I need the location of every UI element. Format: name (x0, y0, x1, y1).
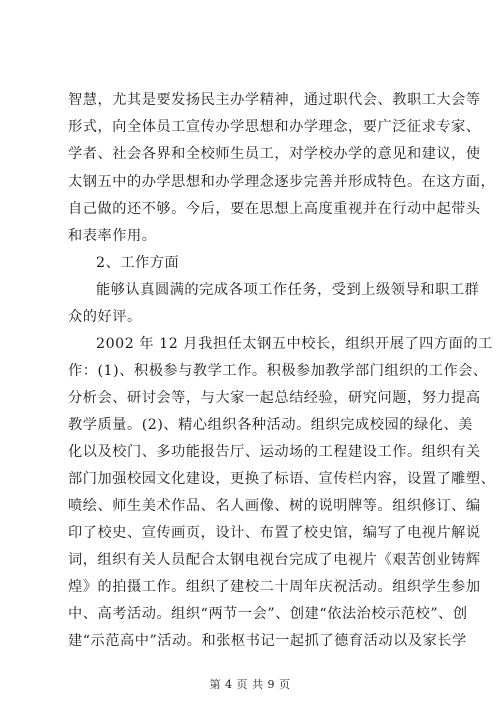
body-line: 能够认真圆满的完成各项工作任务，受到上级领导和职工群 (96, 282, 480, 298)
page-footer: 第 4 页 共 9 页 (209, 678, 291, 691)
body-line: 教学质量。(2)、精心组织各种活动。组织完成校园的绿化、美 (68, 417, 473, 433)
body-line: 太钢五中的办学思想和办学理念逐步完善并形成特色。在这方面， (68, 174, 496, 190)
body-line: 作：(1)、积极参与教学工作。积极参加教学部门组织的工作会、 (68, 363, 488, 379)
body-line: 众的好评。 (68, 309, 142, 325)
body-line: 煌》的拍摄工作。组织了建校二十周年庆祝活动。组织学生参加 (68, 579, 481, 595)
body-line: 分析会、研讨会等，与大家一起总结经验，研究问题，努力提高 (68, 390, 481, 406)
body-line: 部门加强校园文化建设，更换了标语、宣传栏内容，设置了雕塑、 (68, 471, 496, 487)
body-line: 印了校史、宣传画页，设计、布置了校史馆，编写了电视片解说 (68, 525, 481, 541)
body-line: 形式，向全体员工宣传办学思想和办学理念，要广泛征求专家、 (68, 119, 481, 135)
body-line: 喷绘、师生美术作品、名人画像、树的说明牌等。组织修订、编 (68, 498, 481, 514)
body-line: 和表率作用。 (68, 228, 157, 244)
section-heading: 2、工作方面 (96, 255, 180, 271)
body-line: 建“示范高中”活动。和张枢书记一起抓了德育活动以及家长学 (68, 633, 467, 649)
body-line: 自己做的还不够。今后，要在思想上高度重视并在行动中起带头 (68, 201, 481, 217)
body-line: 化以及校门、多功能报告厅、运动场的工程建设工作。组织有关 (68, 444, 481, 460)
body-line: 2002 年 12 月我担任太钢五中校长，组织开展了四方面的工 (96, 336, 493, 352)
body-line: 词，组织有关人员配合太钢电视台完成了电视片《艰苦创业铸辉 (68, 552, 481, 568)
body-line: 中、高考活动。组织“两节一会”、创建“依法治校示范校”、创 (68, 606, 468, 622)
body-line: 智慧，尤其是要发扬民主办学精神，通过职代会、教职工大会等 (68, 92, 481, 108)
body-line: 学者、社会各界和全校师生员工，对学校办学的意见和建议，使 (68, 146, 481, 162)
